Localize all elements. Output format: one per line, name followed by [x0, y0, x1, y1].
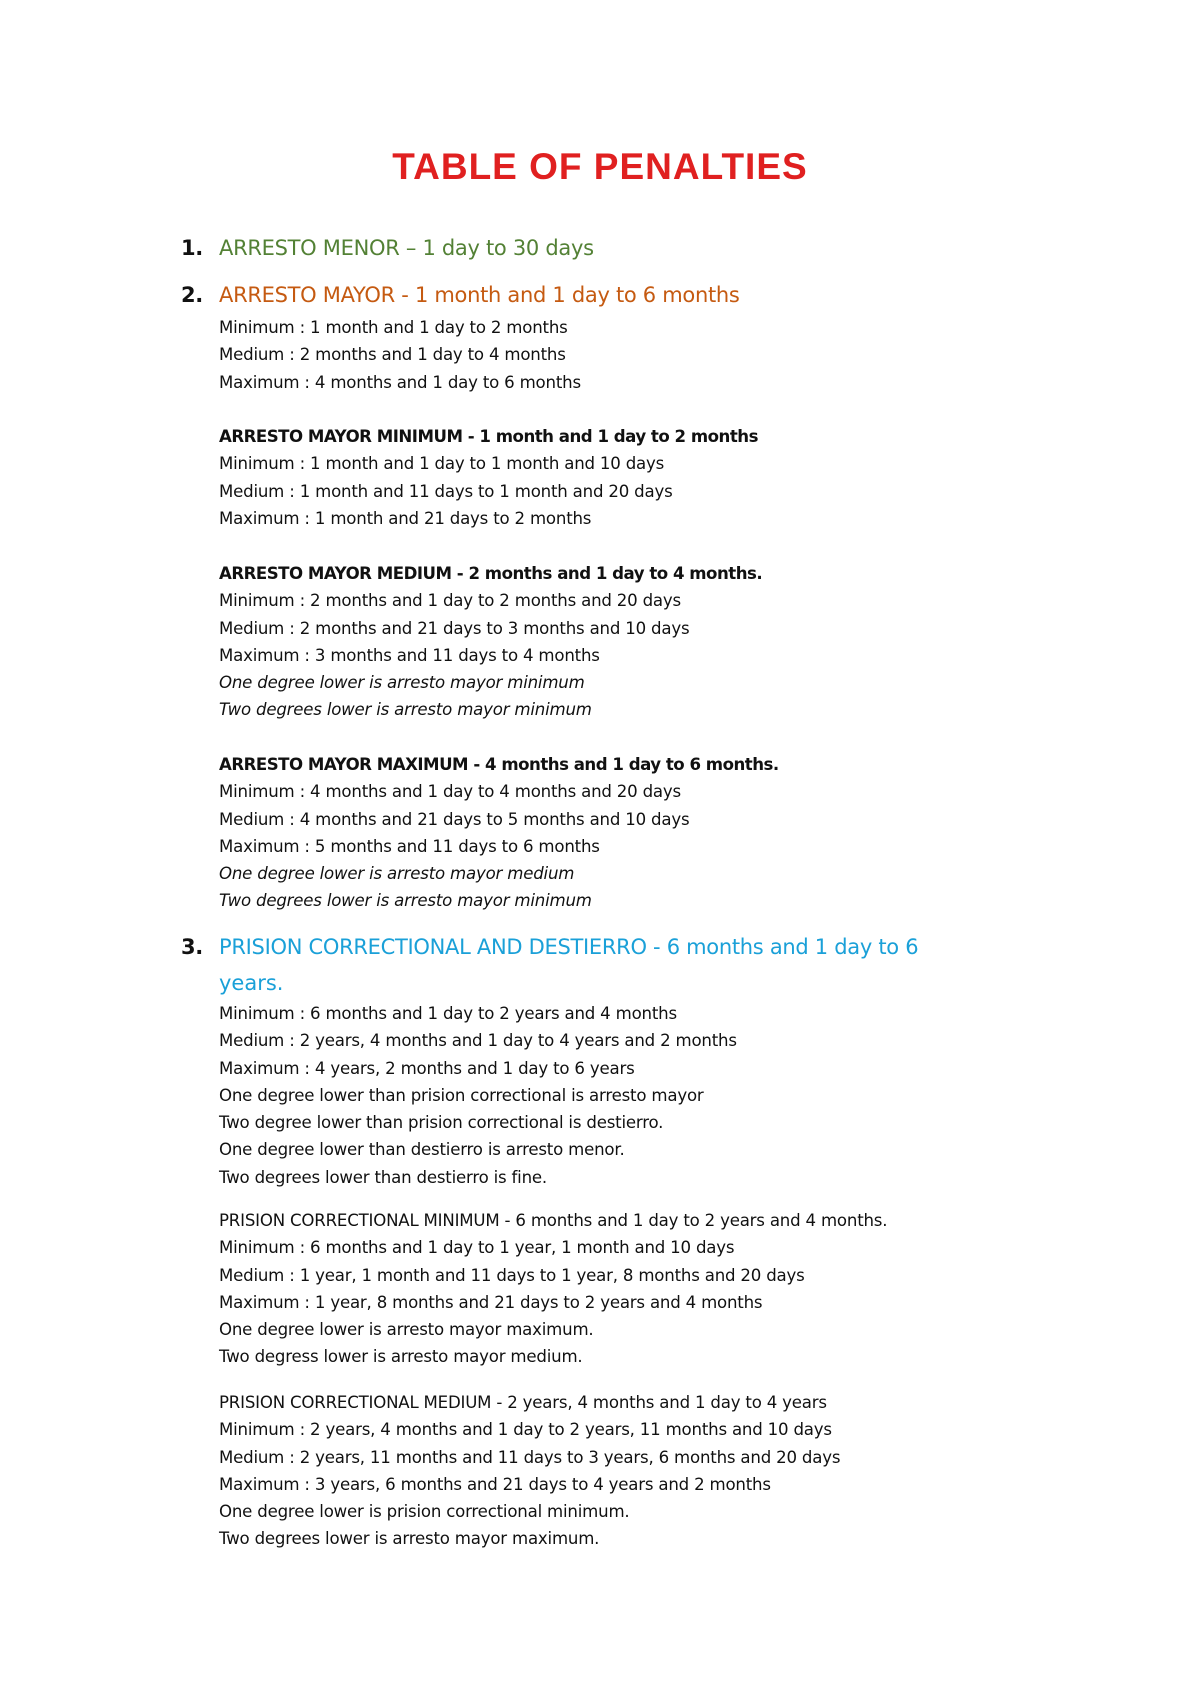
degree-note: Two degrees lower than destierro is fine.: [219, 1167, 547, 1187]
section-heading: ARRESTO MAYOR MAXIMUM - 4 months and 1 day to 6 months.: [219, 755, 779, 774]
item-heading: ARRESTO MENOR – 1 day to 30 days: [219, 236, 594, 260]
period-line: Maximum : 4 months and 1 day to 6 months: [219, 372, 581, 392]
period-line: Minimum : 2 months and 1 day to 2 months and 20 days: [219, 591, 681, 611]
item-heading: PRISION CORRECTIONAL AND DESTIERRO - 6 months and 1 day to 6: [219, 935, 919, 959]
page-title: TABLE OF PENALTIES: [392, 146, 808, 187]
item-number: 1.: [181, 236, 203, 260]
period-line: Maximum : 5 months and 11 days to 6 months: [219, 836, 600, 856]
arresto-mayor-maximum-section: [219, 751, 779, 915]
period-line: Minimum : 6 months and 1 day to 2 years and 4 months: [219, 1004, 677, 1023]
period-line: Medium : 2 years, 11 months and 11 days to 3 years, 6 months and 20 days: [219, 1447, 841, 1467]
period-line: Maximum : 1 year, 8 months and 21 days to 2 years and 4 months: [219, 1292, 763, 1312]
prision-correctional-medium-section: [219, 1389, 840, 1553]
degree-note: Two degree lower than prision correctional is destierro.: [219, 1113, 664, 1133]
arresto-mayor-medium-section: [219, 560, 762, 724]
degree-note: One degree lower than prision correctional is arresto mayor: [219, 1085, 704, 1105]
item-heading: ARRESTO MAYOR - 1 month and 1 day to 6 months: [219, 283, 740, 307]
item-number: 2.: [181, 283, 203, 307]
period-line: Minimum : 2 years, 4 months and 1 day to 2 years, 11 months and 10 days: [219, 1420, 832, 1440]
item-number: 3.: [181, 935, 203, 959]
section-heading: ARRESTO MAYOR MINIMUM - 1 month and 1 day to 2 months: [219, 427, 758, 446]
period-line: Minimum : 1 month and 1 day to 1 month and 10 days: [219, 454, 665, 474]
section-heading: PRISION CORRECTIONAL MEDIUM - 2 years, 4 months and 1 day to 4 years: [219, 1393, 827, 1412]
period-line: Maximum : 1 month and 21 days to 2 months: [219, 508, 592, 528]
arresto-mayor-minimum-section: [219, 423, 758, 532]
prision-correctional-periods: [219, 1000, 737, 1191]
period-line: Medium : 2 months and 1 day to 4 months: [219, 345, 566, 365]
degree-note: Two degrees lower is arresto mayor minimum: [219, 891, 592, 911]
degree-note: One degree lower is prision correctional minimum.: [219, 1502, 630, 1522]
degree-note: One degree lower than destierro is arresto menor.: [219, 1140, 625, 1160]
period-line: Medium : 2 months and 21 days to 3 months and 10 days: [219, 618, 690, 638]
period-line: Maximum : 4 years, 2 months and 1 day to 6 years: [219, 1058, 635, 1078]
section-heading: ARRESTO MAYOR MEDIUM - 2 months and 1 day to 4 months.: [219, 564, 763, 583]
period-line: Minimum : 4 months and 1 day to 4 months and 20 days: [219, 782, 681, 802]
period-line: Medium : 1 year, 1 month and 11 days to 1 year, 8 months and 20 days: [219, 1265, 805, 1285]
period-line: Medium : 1 month and 11 days to 1 month and 20 days: [219, 481, 673, 501]
degree-note: One degree lower is arresto mayor minimum: [219, 673, 585, 693]
degree-note: Two degrees lower is arresto mayor minimum: [219, 700, 592, 720]
degree-note: One degree lower is arresto mayor maximum.: [219, 1320, 594, 1340]
degree-note: Two degress lower is arresto mayor medium.: [219, 1347, 583, 1367]
degree-note: Two degrees lower is arresto mayor maximum.: [219, 1529, 600, 1549]
item-heading-continued: years.: [219, 971, 284, 995]
period-line: Medium : 2 years, 4 months and 1 day to 4 years and 2 months: [219, 1031, 737, 1051]
item-arresto-mayor: [181, 283, 740, 307]
period-line: Medium : 4 months and 21 days to 5 months and 10 days: [219, 809, 690, 829]
period-line: Maximum : 3 years, 6 months and 21 days to 4 years and 2 months: [219, 1474, 771, 1494]
period-line: Minimum : 1 month and 1 day to 2 months: [219, 318, 568, 337]
period-line: Minimum : 6 months and 1 day to 1 year, 1 month and 10 days: [219, 1238, 735, 1258]
period-line: Maximum : 3 months and 11 days to 4 months: [219, 645, 600, 665]
prision-correctional-minimum-section: [219, 1207, 887, 1371]
arresto-mayor-periods: [219, 314, 581, 396]
section-heading: PRISION CORRECTIONAL MINIMUM - 6 months and 1 day to 2 years and 4 months.: [219, 1211, 888, 1230]
item-prision-correctional: [181, 935, 918, 959]
item-arresto-menor: [181, 236, 594, 260]
degree-note: One degree lower is arresto mayor medium: [219, 864, 575, 884]
